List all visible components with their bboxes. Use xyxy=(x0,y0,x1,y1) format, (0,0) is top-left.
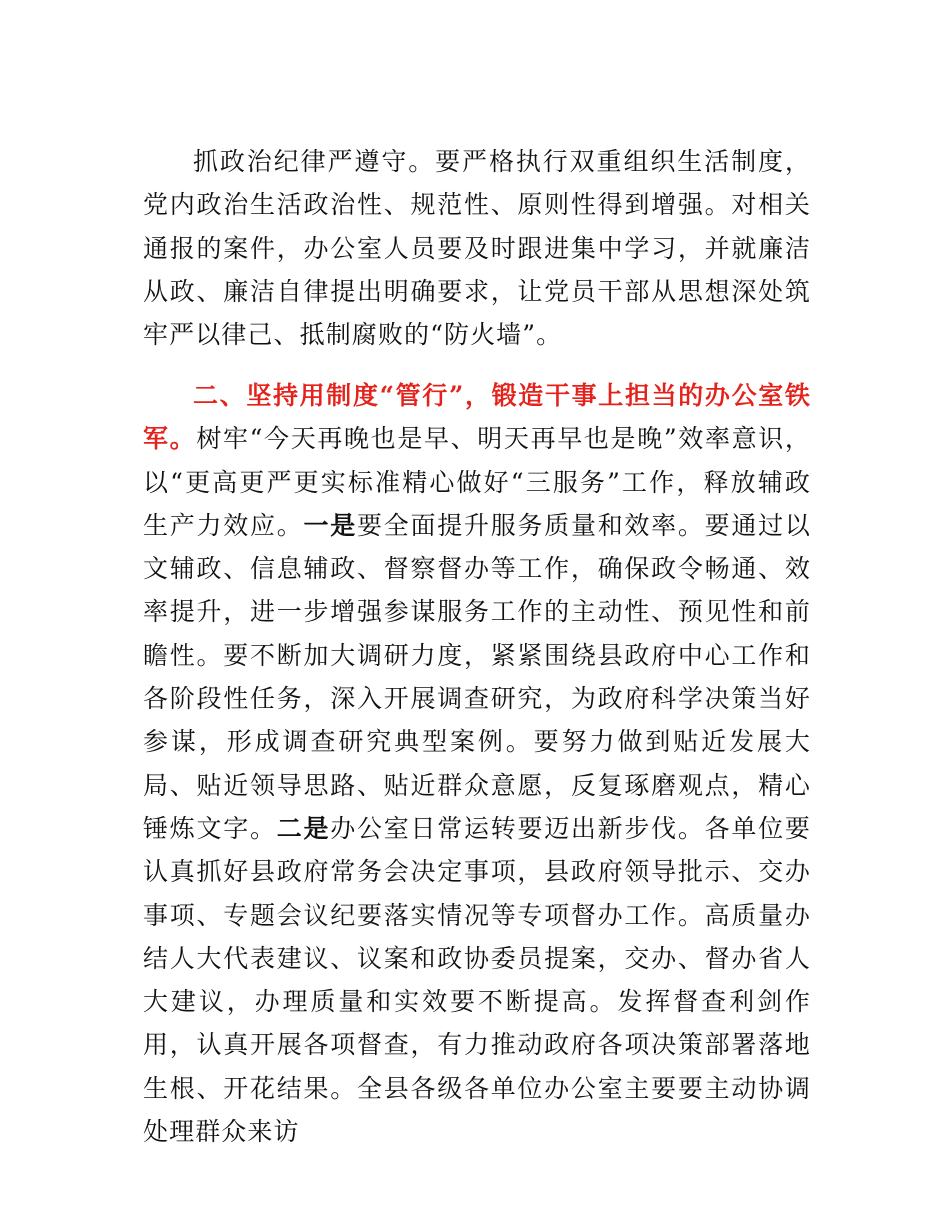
point-one-text: 要全面提升服务质量和效率。要通过以文辅政、信息辅政、督察督办等工作，确保政令畅通、效率提升，进一步增强参谋服务工作的主动性、预见性和前瞻性。要不断加大调研力度，紧紧围绕县政府中心工作和各阶段性任务，深入开展调查研究，为政府科学决策当好参谋，形成调查研究典型案例。要努力做到贴近发展大局、贴近领导思路、贴近群众意愿，反复琢磨观点，精心锤炼文字。 xyxy=(143,510,812,843)
point-two-label: 二是 xyxy=(276,813,331,843)
section-intro: 树牢“今天再晚也是早、明天再早也是晚”效率意识，以“更高更严更实标准精心做好“三服务”工作，释放辅政生产力效应。 xyxy=(143,424,811,540)
paragraph-discipline: 抓政治纪律严遵守。要严格执行双重组织生活制度，党内政治生活政治性、规范性、原则性得到增强。对相关通报的案件，办公室人员要及时跟进集中学习，并就廉洁从政、廉洁自律提出明确要求，让党员干部从思想深处筑牢严以律己、抵制腐败的“防火墙”。 xyxy=(143,147,811,350)
paragraph-section-two xyxy=(143,374,811,1153)
point-two-text: 办公室日常运转要迈出新步伐。各单位要认真抓好县政府常务会决定事项，县政府领导批示、交办事项、专题会议纪要落实情况等专项督办工作。高质量办结人大代表建议、议案和政协委员提案，交办、督办省人大建议，办理质量和实效要不断提高。发挥督查利剑作用，认真开展各项督查，有力推动政府各项决策部署落地生根、开花结果。全县各级各单位办公室主要要主动协调处理群众来访 xyxy=(143,813,811,1147)
point-one-label: 一是 xyxy=(303,510,357,540)
section-heading: 二、坚持用制度“管行”，锻造干事上担当的办公室铁军。 xyxy=(143,381,811,454)
